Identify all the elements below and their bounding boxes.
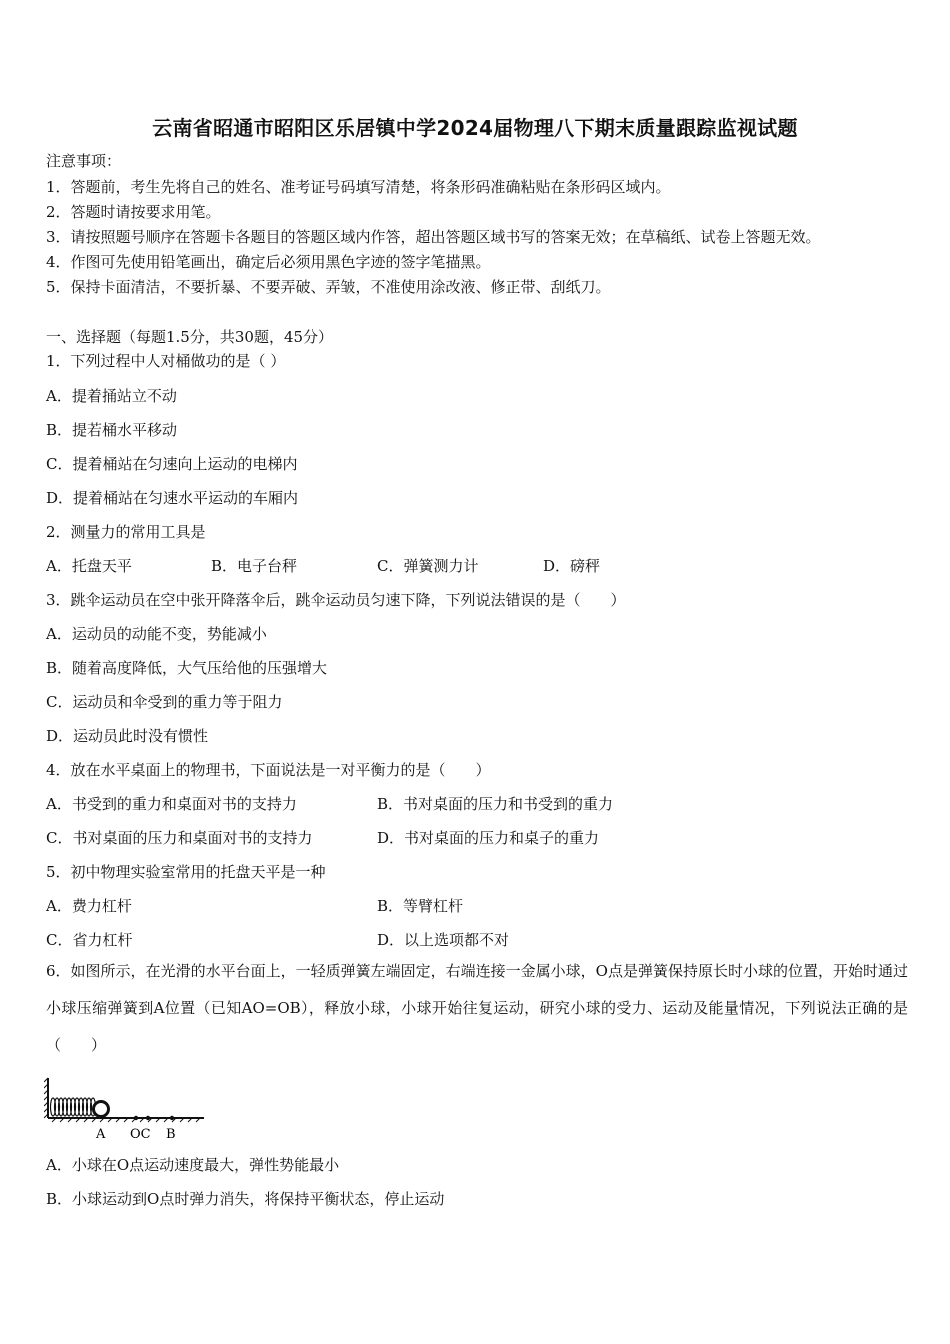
q5-option-b: B．等臂杠杆 <box>377 897 464 915</box>
q5-option-d: D．以上选项都不对 <box>377 931 510 949</box>
q5-option-c: C．省力杠杆 <box>46 931 133 949</box>
diagram-label-a: A <box>96 1127 106 1142</box>
q1-stem: 1．下列过程中人对桶做功的是（ ） <box>46 352 286 370</box>
diagram-mark-o <box>134 1116 138 1120</box>
q2-option-a: A．托盘天平 <box>46 557 132 575</box>
q2-stem: 2．测量力的常用工具是 <box>46 523 206 541</box>
q3-option-b: B．随着高度降低，大气压给他的压强增大 <box>46 659 328 677</box>
exam-title: 云南省昭通市昭阳区乐居镇中学2024届物理八下期末质量跟踪监视试题 <box>152 116 798 140</box>
diagram-mark-b <box>170 1116 174 1120</box>
q3-option-d: D．运动员此时没有惯性 <box>46 727 209 745</box>
q6-stem: 6．如图所示，在光滑的水平台面上，一轻质弹簧左端固定，右端连接一金属小球，O点是弹簧保持原长时小球的位置，开始时通过小球压缩弹簧到A位置（已知AO=OB），释放小球，小球开始往复运动，研究小球的受力、运动及能量情况，下列说法正确的是（ ） <box>46 962 908 1054</box>
q4-option-c: C．书对桌面的压力和桌面对书的支持力 <box>46 829 313 847</box>
q3-option-a: A．运动员的动能不变，势能减小 <box>46 625 267 643</box>
notice-item-5: 5．保持卡面清洁，不要折暴、不要弄破、弄皱，不准使用涂改液、修正带、刮纸刀。 <box>46 278 611 296</box>
q1-option-d: D．提着桶站在匀速水平运动的车厢内 <box>46 489 299 507</box>
diagram-mark-c <box>146 1116 150 1120</box>
q2-option-c: C．弹簧测力计 <box>377 557 479 575</box>
diagram-label-b: B <box>166 1127 176 1142</box>
notice-item-4: 4．作图可先使用铅笔画出，确定后必须用黑色字迹的签字笔描黑。 <box>46 253 491 271</box>
spring-ball-diagram <box>44 1076 209 1144</box>
notice-heading: 注意事项： <box>46 152 122 170</box>
q1-option-c: C．提着桶站在匀速向上运动的电梯内 <box>46 455 298 473</box>
q5-option-a: A．费力杠杆 <box>46 897 132 915</box>
notice-item-3: 3．请按照题号顺序在答题卡各题目的答题区域内作答，超出答题区域书写的答案无效；在草稿纸、试卷上答题无效。 <box>46 228 821 246</box>
notice-item-1: 1．答题前，考生先将自己的姓名、准考证号码填写清楚，将条形码准确粘贴在条形码区域内。 <box>46 178 671 196</box>
q4-option-b: B．书对桌面的压力和书受到的重力 <box>377 795 614 813</box>
q2-option-b: B．电子台秤 <box>211 557 298 575</box>
diagram-label-oc: OC <box>130 1127 151 1142</box>
q5-stem: 5．初中物理实验室常用的托盘天平是一种 <box>46 863 326 881</box>
q2-option-d: D．磅秤 <box>543 557 601 575</box>
q1-option-b: B．提若桶水平移动 <box>46 421 178 439</box>
q3-option-c: C．运动员和伞受到的重力等于阻力 <box>46 693 283 711</box>
q4-stem: 4．放在水平桌面上的物理书，下面说法是一对平衡力的是（ ） <box>46 761 491 779</box>
q6-option-b: B．小球运动到O点时弹力消失，将保持平衡状态，停止运动 <box>46 1190 445 1208</box>
section-heading: 一、选择题（每题1.5分，共30题，45分） <box>46 328 334 346</box>
diagram-spring <box>51 1098 96 1116</box>
q1-option-a: A．提着捅站立不动 <box>46 387 177 405</box>
diagram-ball <box>94 1102 109 1117</box>
q3-stem: 3．跳伞运动员在空中张开降落伞后，跳伞运动员匀速下降，下列说法错误的是（ ） <box>46 591 626 609</box>
q6-option-a: A．小球在O点运动速度最大，弹性势能最小 <box>46 1156 340 1174</box>
q4-option-a: A．书受到的重力和桌面对书的支持力 <box>46 795 297 813</box>
q4-option-d: D．书对桌面的压力和桌子的重力 <box>377 829 600 847</box>
notice-item-2: 2．答题时请按要求用笔。 <box>46 203 221 221</box>
